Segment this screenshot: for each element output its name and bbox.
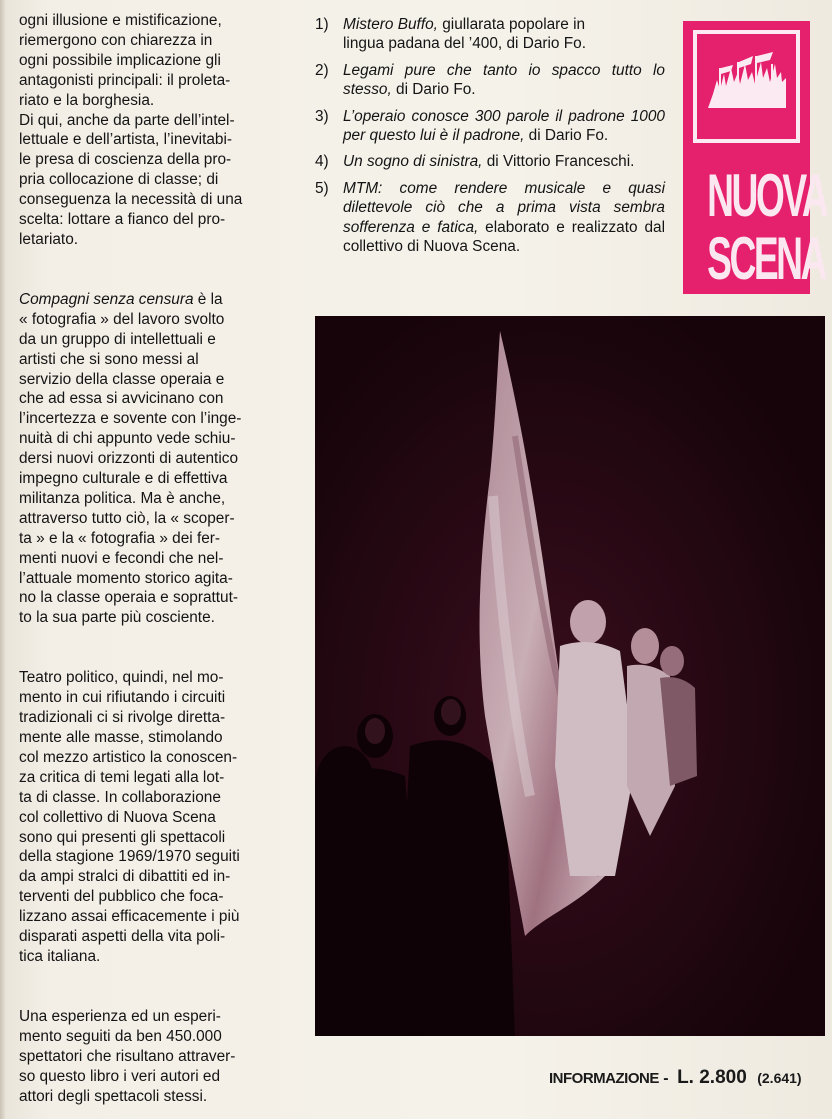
show-credit: giullarata popolare in [437, 16, 586, 33]
list-text [343, 107, 665, 146]
text-line: col mezzo artistico la conoscen- [19, 748, 238, 766]
spine-shadow [0, 0, 6, 1119]
text-line: lettuale e dell’artista, l’inevitabi- [19, 131, 233, 149]
show-credit: di Dario Fo. [391, 81, 476, 99]
text-line: che ad essa si avvicinano con [19, 390, 224, 408]
text-line: conseguenza la necessità di una [19, 191, 243, 209]
price-line [549, 1067, 802, 1089]
text-line: mento seguiti da ben 450.000 [19, 1027, 222, 1045]
text-line: letariato. [19, 230, 79, 248]
text-line: mento in cui rifiutando i circuiti [19, 689, 226, 707]
text-line: ogni illusione e mistificazione, [19, 12, 222, 29]
text-line: za critica di temi legati alla lot- [19, 768, 225, 786]
text-line: col collettivo di Nuova Scena [19, 808, 216, 826]
show-title: Legami pure che tanto io spacco tutto lo stesso, [343, 61, 665, 99]
text-line: mente alle masse, stimolando [19, 729, 223, 746]
text-line: da un gruppo di intellettuali e [19, 330, 216, 348]
text-line: attraverso tutto ciò, la « scoper- [19, 509, 235, 527]
text-line: menti nuovi e fecondi che nel- [19, 549, 224, 567]
nuova-scena-logo [683, 21, 827, 294]
text-line: l’attuale momento storico agita- [19, 569, 233, 587]
text-line: Teatro politico, quindi, nel mo- [19, 669, 224, 687]
list-item [315, 179, 665, 257]
text-line: attori degli spettacoli stessi. [19, 1087, 208, 1105]
paragraph-1 [19, 11, 287, 250]
show-credit: di Vittorio Franceschi. [482, 153, 635, 171]
text-line: tica italiana. [19, 947, 101, 965]
text-line: sono qui presenti gli spettacoli [19, 828, 226, 846]
text-line: ta » e la « fotografia » dei fer- [19, 529, 221, 547]
list-item [315, 15, 665, 54]
price-amount: L. 2.800 [677, 1067, 747, 1088]
text-line: servizio della classe operaia e [19, 370, 225, 388]
show-credit: di Dario Fo. [524, 127, 609, 145]
list-text [343, 152, 665, 171]
text-line: nuità di chi appunto vede schiu- [19, 430, 236, 448]
text-line: no la classe operaia e soprattut- [19, 589, 239, 607]
list-text [343, 179, 665, 257]
text-line: tradizionali ci si rivolge diretta- [19, 709, 226, 727]
text-line: è la [193, 290, 223, 308]
text-line: artisti che si sono messi al [19, 350, 199, 368]
text-line: riato e la borghesia. [19, 91, 155, 109]
show-credit: lingua padana del ’400, di Dario Fo. [343, 35, 586, 53]
show-title: MTM: come rendere musicale e quasi dilettevole ciò che a prima vista sembra sofferenza e fatica, [343, 179, 665, 236]
list-number: 5) [315, 179, 329, 197]
text-line: terventi del pubblico che foca- [19, 888, 224, 906]
text-line: della stagione 1969/1970 seguiti [19, 848, 240, 866]
price-dash: - [663, 1070, 669, 1087]
text-line: militanza politica. Ma è anche, [19, 489, 226, 507]
text-line: da ampi stralci di dibattiti ed in- [19, 868, 231, 886]
list-number: 3) [315, 107, 329, 125]
show-credit: elaborato e realizzato dal collettivo di Nuova Scena. [343, 218, 665, 256]
text-line: ogni possibile implicazione gli [19, 51, 221, 69]
show-title: Un sogno di sinistra, [343, 153, 483, 171]
text-line: pria collocazione di classe; di [19, 171, 219, 189]
text-line: « fotografia » del lavoro svolto [19, 310, 225, 328]
text-line: dersi nuovi orizzonti di autentico [19, 450, 239, 468]
text-line: ta di classe. In collaborazione [19, 788, 221, 806]
list-number: 4) [315, 153, 329, 171]
logo-frame [693, 30, 800, 143]
left-text-column [19, 11, 287, 1106]
text-line: l’incertezza e sovente con l’inge- [19, 410, 242, 428]
list-number: 1) [315, 16, 329, 33]
text-line: to la sua parte più cosciente. [19, 609, 215, 627]
logo-word-scena: SCENA [707, 225, 825, 292]
text-line: impegno culturale e di effettiva [19, 470, 228, 488]
show-title: L’operaio conosce 300 parole il padrone 1000 per questo lui è il padrone, [343, 107, 665, 145]
paragraph-3 [19, 668, 287, 967]
text-line: antagonisti principali: il proleta- [19, 71, 231, 89]
text-line: so questo libro i veri autori ed [19, 1067, 221, 1085]
price-label: INFORMAZIONE [549, 1070, 659, 1087]
logo-word-nuova: NUOVA [707, 162, 827, 229]
text-line: le presa di coscienza della pro- [19, 151, 232, 169]
text-line: riemergono con chiarezza in [19, 31, 213, 49]
price-secondary: (2.641) [757, 1070, 802, 1086]
crowd-flags-icon [697, 34, 796, 139]
show-title: Mistero Buffo, [343, 16, 438, 33]
list-item [315, 152, 665, 171]
list-text [343, 15, 665, 54]
list-item [315, 61, 665, 100]
stage-photo [315, 316, 825, 1036]
list-text [343, 61, 665, 100]
shows-list [315, 15, 665, 263]
flag-bearer-photo [315, 316, 825, 1036]
text-line: lizzano assai efficacemente i più [19, 908, 240, 926]
text-line: spettatori che risultano attraver- [19, 1047, 236, 1065]
text-line: Di qui, anche da parte dell’intel- [19, 111, 235, 129]
list-number: 2) [315, 61, 329, 79]
text-line: disparati aspetti della vita poli- [19, 928, 226, 946]
text-line: scelta: lottare a fianco del pro- [19, 211, 226, 229]
text-line: Una esperienza ed un esperi- [19, 1007, 221, 1025]
list-item [315, 107, 665, 146]
paragraph-4 [19, 1007, 287, 1107]
paragraph-2 [19, 290, 287, 628]
book-title: Compagni senza censura [19, 290, 194, 308]
